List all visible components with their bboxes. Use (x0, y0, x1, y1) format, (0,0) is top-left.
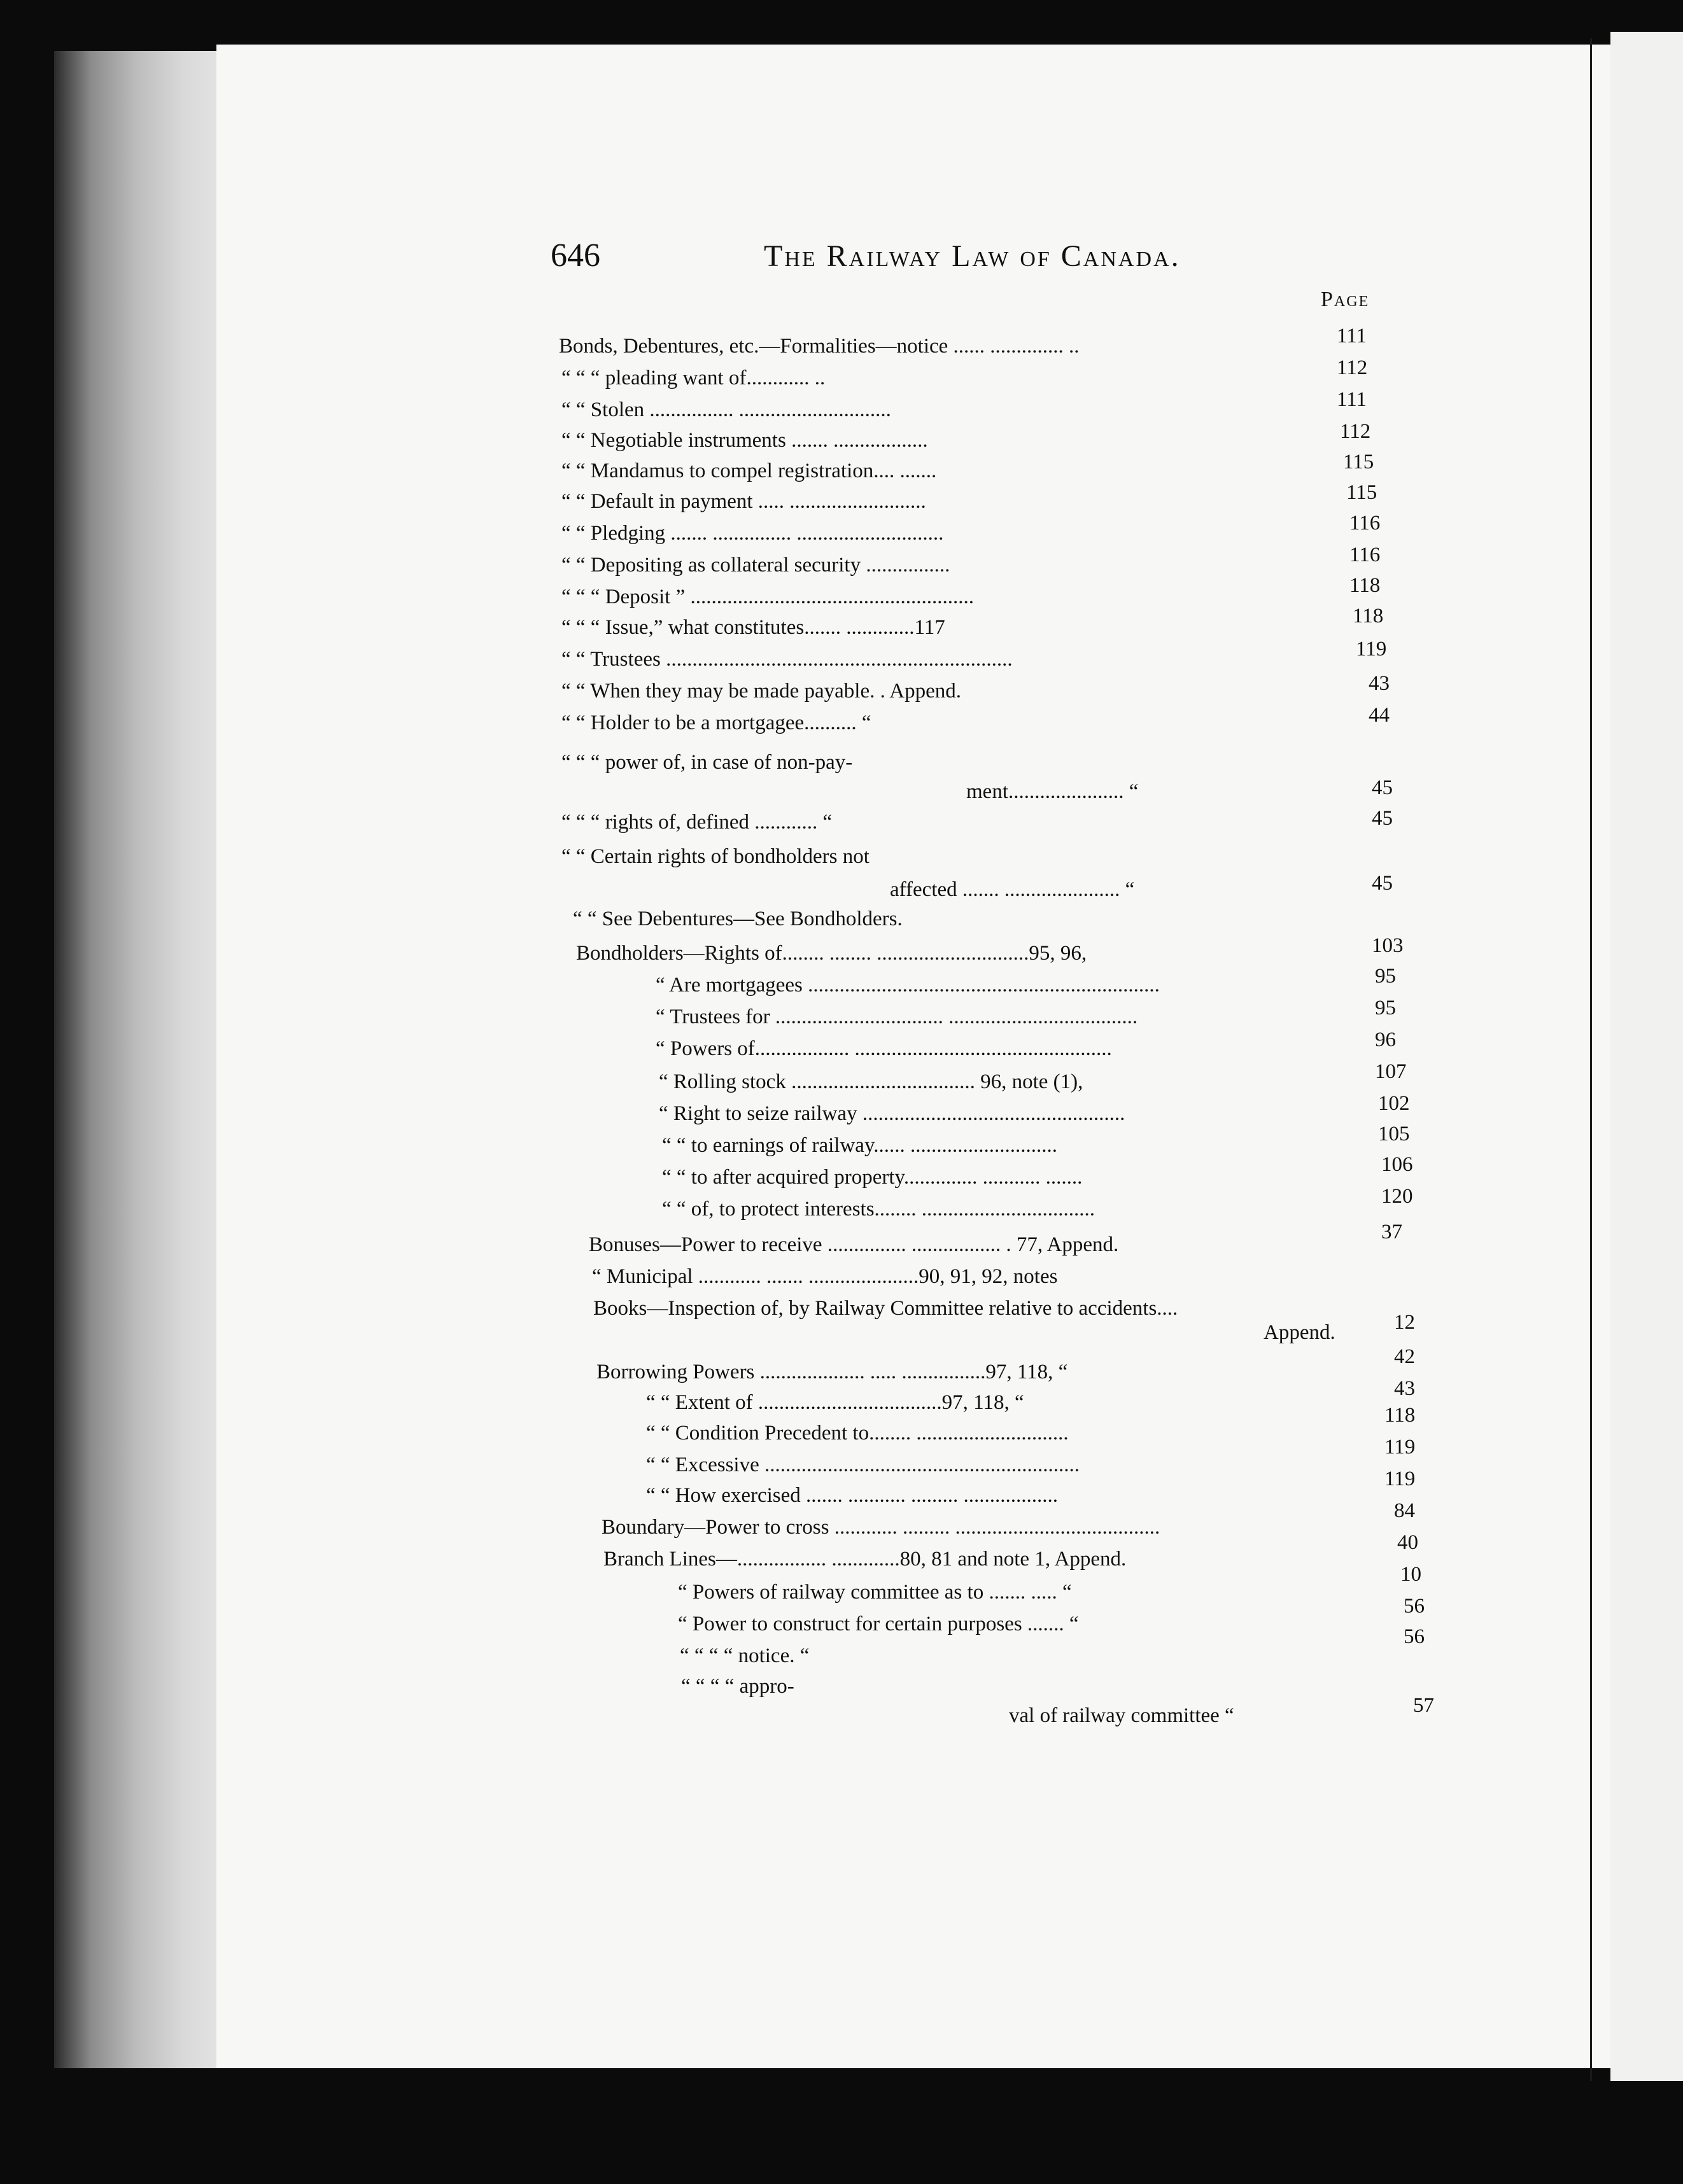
index-entry-text: “ “ Condition Precedent to........ ............................. (646, 1422, 1069, 1445)
index-entry-text: “ “ Certain rights of bondholders not (561, 845, 870, 868)
index-entry-text: Bonds, Debentures, etc.—Formalities—notice ...... .............. .. (559, 335, 1080, 358)
index-entry-text: “ “ Trustees .................................................................. (561, 648, 1013, 671)
running-title: The Railway Law of Canada. (764, 239, 1181, 273)
index-entry-page: 118 (1349, 574, 1381, 597)
index-entry-page: 119 (1384, 1467, 1416, 1490)
index-entry-text: “ “ “ “ appro- (681, 1675, 794, 1698)
index-entry-page: 95 (1375, 997, 1396, 1019)
index-entry-text: Append. (1264, 1321, 1335, 1344)
index-entry-page: 12 (1394, 1311, 1415, 1334)
index-entry-page: 106 (1381, 1153, 1413, 1176)
index-entry-text: ment...................... “ (966, 780, 1139, 803)
index-entry-page: 115 (1343, 451, 1374, 473)
page-number: 646 (551, 237, 600, 274)
index-entry-text: “ “ of, to protect interests........ ................................. (662, 1198, 1095, 1221)
index-entry-page: 96 (1375, 1028, 1396, 1051)
index-entry-page: 112 (1337, 356, 1368, 379)
index-entry-page: 40 (1397, 1531, 1418, 1554)
gutter-shadow (1590, 38, 1592, 2081)
index-entry-page: 118 (1384, 1404, 1416, 1427)
index-entry-text: “ Power to construct for certain purposes ....... “ (678, 1613, 1079, 1635)
index-entry-text: affected ....... ...................... “ (890, 878, 1135, 901)
index-entry-text: “ “ Mandamus to compel registration.... ....... (561, 459, 937, 482)
index-entry-page: 112 (1340, 420, 1371, 443)
index-entry-text: Borrowing Powers .................... ..... ................97, 118, “ (596, 1361, 1068, 1383)
index-entry-page: 44 (1369, 704, 1390, 727)
index-entry-text: “ “ How exercised ....... ........... ......... .................. (646, 1484, 1059, 1507)
index-entry-text: “ “ “ Issue,” what constitutes....... .............117 (561, 616, 945, 639)
index-entry-page: 45 (1372, 807, 1393, 830)
index-entry-text: “ “ Extent of ...................................97, 118, “ (646, 1391, 1024, 1414)
index-entry-text: “ “ See Debentures—See Bondholders. (573, 907, 903, 930)
index-entry-text: “ Rolling stock ................................... 96, note (1), (659, 1070, 1083, 1093)
index-entry-page: 37 (1381, 1221, 1402, 1243)
index-entry-text: “ Powers of railway committee as to ....... ..... “ (678, 1581, 1072, 1604)
index-entry-text: “ “ “ rights of, defined ............ “ (561, 811, 833, 834)
index-entry-text: “ “ Holder to be a mortgagee.......... “ (561, 711, 871, 734)
index-entry-page: 10 (1400, 1563, 1421, 1586)
index-entry-text: “ “ When they may be made payable. . Append. (561, 680, 961, 703)
index-entry-page: 56 (1404, 1595, 1425, 1618)
index-entry-page: 111 (1337, 325, 1367, 347)
index-entry-page: 42 (1394, 1345, 1415, 1368)
index-entry-text: Bonuses—Power to receive ............... ................. . 77, Append. (589, 1233, 1119, 1256)
index-entry-text: “ Trustees for ................................ .................................... (656, 1005, 1138, 1028)
index-entry-text: “ Are mortgagees ................................................................... (656, 974, 1160, 997)
index-entry-text: “ “ Stolen ................ ............................. (561, 398, 891, 421)
index-entry-page: 43 (1369, 672, 1390, 695)
index-entry-text: “ “ Excessive ............................................................ (646, 1453, 1080, 1476)
index-entry-page: 95 (1375, 965, 1396, 988)
index-entry-text: “ “ “ power of, in case of non-pay- (561, 751, 853, 774)
index-entry-page: 120 (1381, 1185, 1413, 1208)
index-entry-text: “ “ Depositing as collateral security ................ (561, 554, 950, 577)
index-entry-text: Books—Inspection of, by Railway Committee relative to accidents.... (593, 1297, 1178, 1320)
index-entry-page: 111 (1337, 388, 1367, 411)
index-entry-text: “ “ “ Deposit ” ...................................................... (561, 585, 974, 608)
index-entry-text: Branch Lines—................. .............80, 81 and note 1, Append. (603, 1548, 1127, 1571)
page-column-label: Page (1321, 288, 1370, 311)
index-entry-page: 115 (1346, 481, 1377, 504)
index-entry-text: val of railway committee “ (1009, 1704, 1234, 1727)
index-entry-page: 107 (1375, 1060, 1407, 1083)
index-entry-page: 84 (1394, 1499, 1415, 1522)
index-entry-text: “ Right to seize railway .................................................. (659, 1102, 1125, 1125)
index-entry-page: 116 (1349, 512, 1381, 535)
index-entry-page: 105 (1378, 1123, 1410, 1145)
index-entry-text: Bondholders—Rights of........ ........ .............................95, 96, (576, 942, 1087, 965)
book-page-edges (54, 51, 239, 2068)
index-entry-page: 119 (1356, 638, 1387, 661)
index-entry-text: “ Powers of.................. ................................................. (656, 1037, 1112, 1060)
index-entry-page: 119 (1384, 1436, 1416, 1459)
index-entry-page: 103 (1372, 934, 1404, 957)
index-entry-page: 102 (1378, 1092, 1410, 1115)
index-entry-text: “ “ “ “ notice. “ (680, 1644, 810, 1667)
facing-page-edge (1610, 32, 1683, 2081)
index-entry-text: “ “ “ pleading want of............ .. (561, 367, 826, 389)
index-entry-page: 45 (1372, 776, 1393, 799)
index-entry-text: “ “ to earnings of railway...... ............................ (662, 1134, 1058, 1157)
index-entry-text: “ Municipal ............ ....... .....................90, 91, 92, notes (592, 1265, 1058, 1288)
index-entry-page: 118 (1353, 605, 1384, 627)
index-entry-page: 57 (1413, 1694, 1434, 1717)
index-entry-page: 43 (1394, 1377, 1415, 1400)
index-entry-text: “ “ to after acquired property.............. ........... ....... (662, 1166, 1083, 1189)
index-entry-page: 116 (1349, 543, 1381, 566)
index-entry-text: Boundary—Power to cross ............ ......... ....................................... (602, 1516, 1160, 1539)
index-entry-text: “ “ Default in payment ..... .......................... (561, 490, 926, 513)
index-entry-page: 56 (1404, 1625, 1425, 1648)
index-entry-text: “ “ Negotiable instruments ....... .................. (561, 429, 928, 452)
index-entry-text: “ “ Pledging ....... ............... ............................ (561, 522, 944, 545)
index-entry-page: 45 (1372, 872, 1393, 895)
